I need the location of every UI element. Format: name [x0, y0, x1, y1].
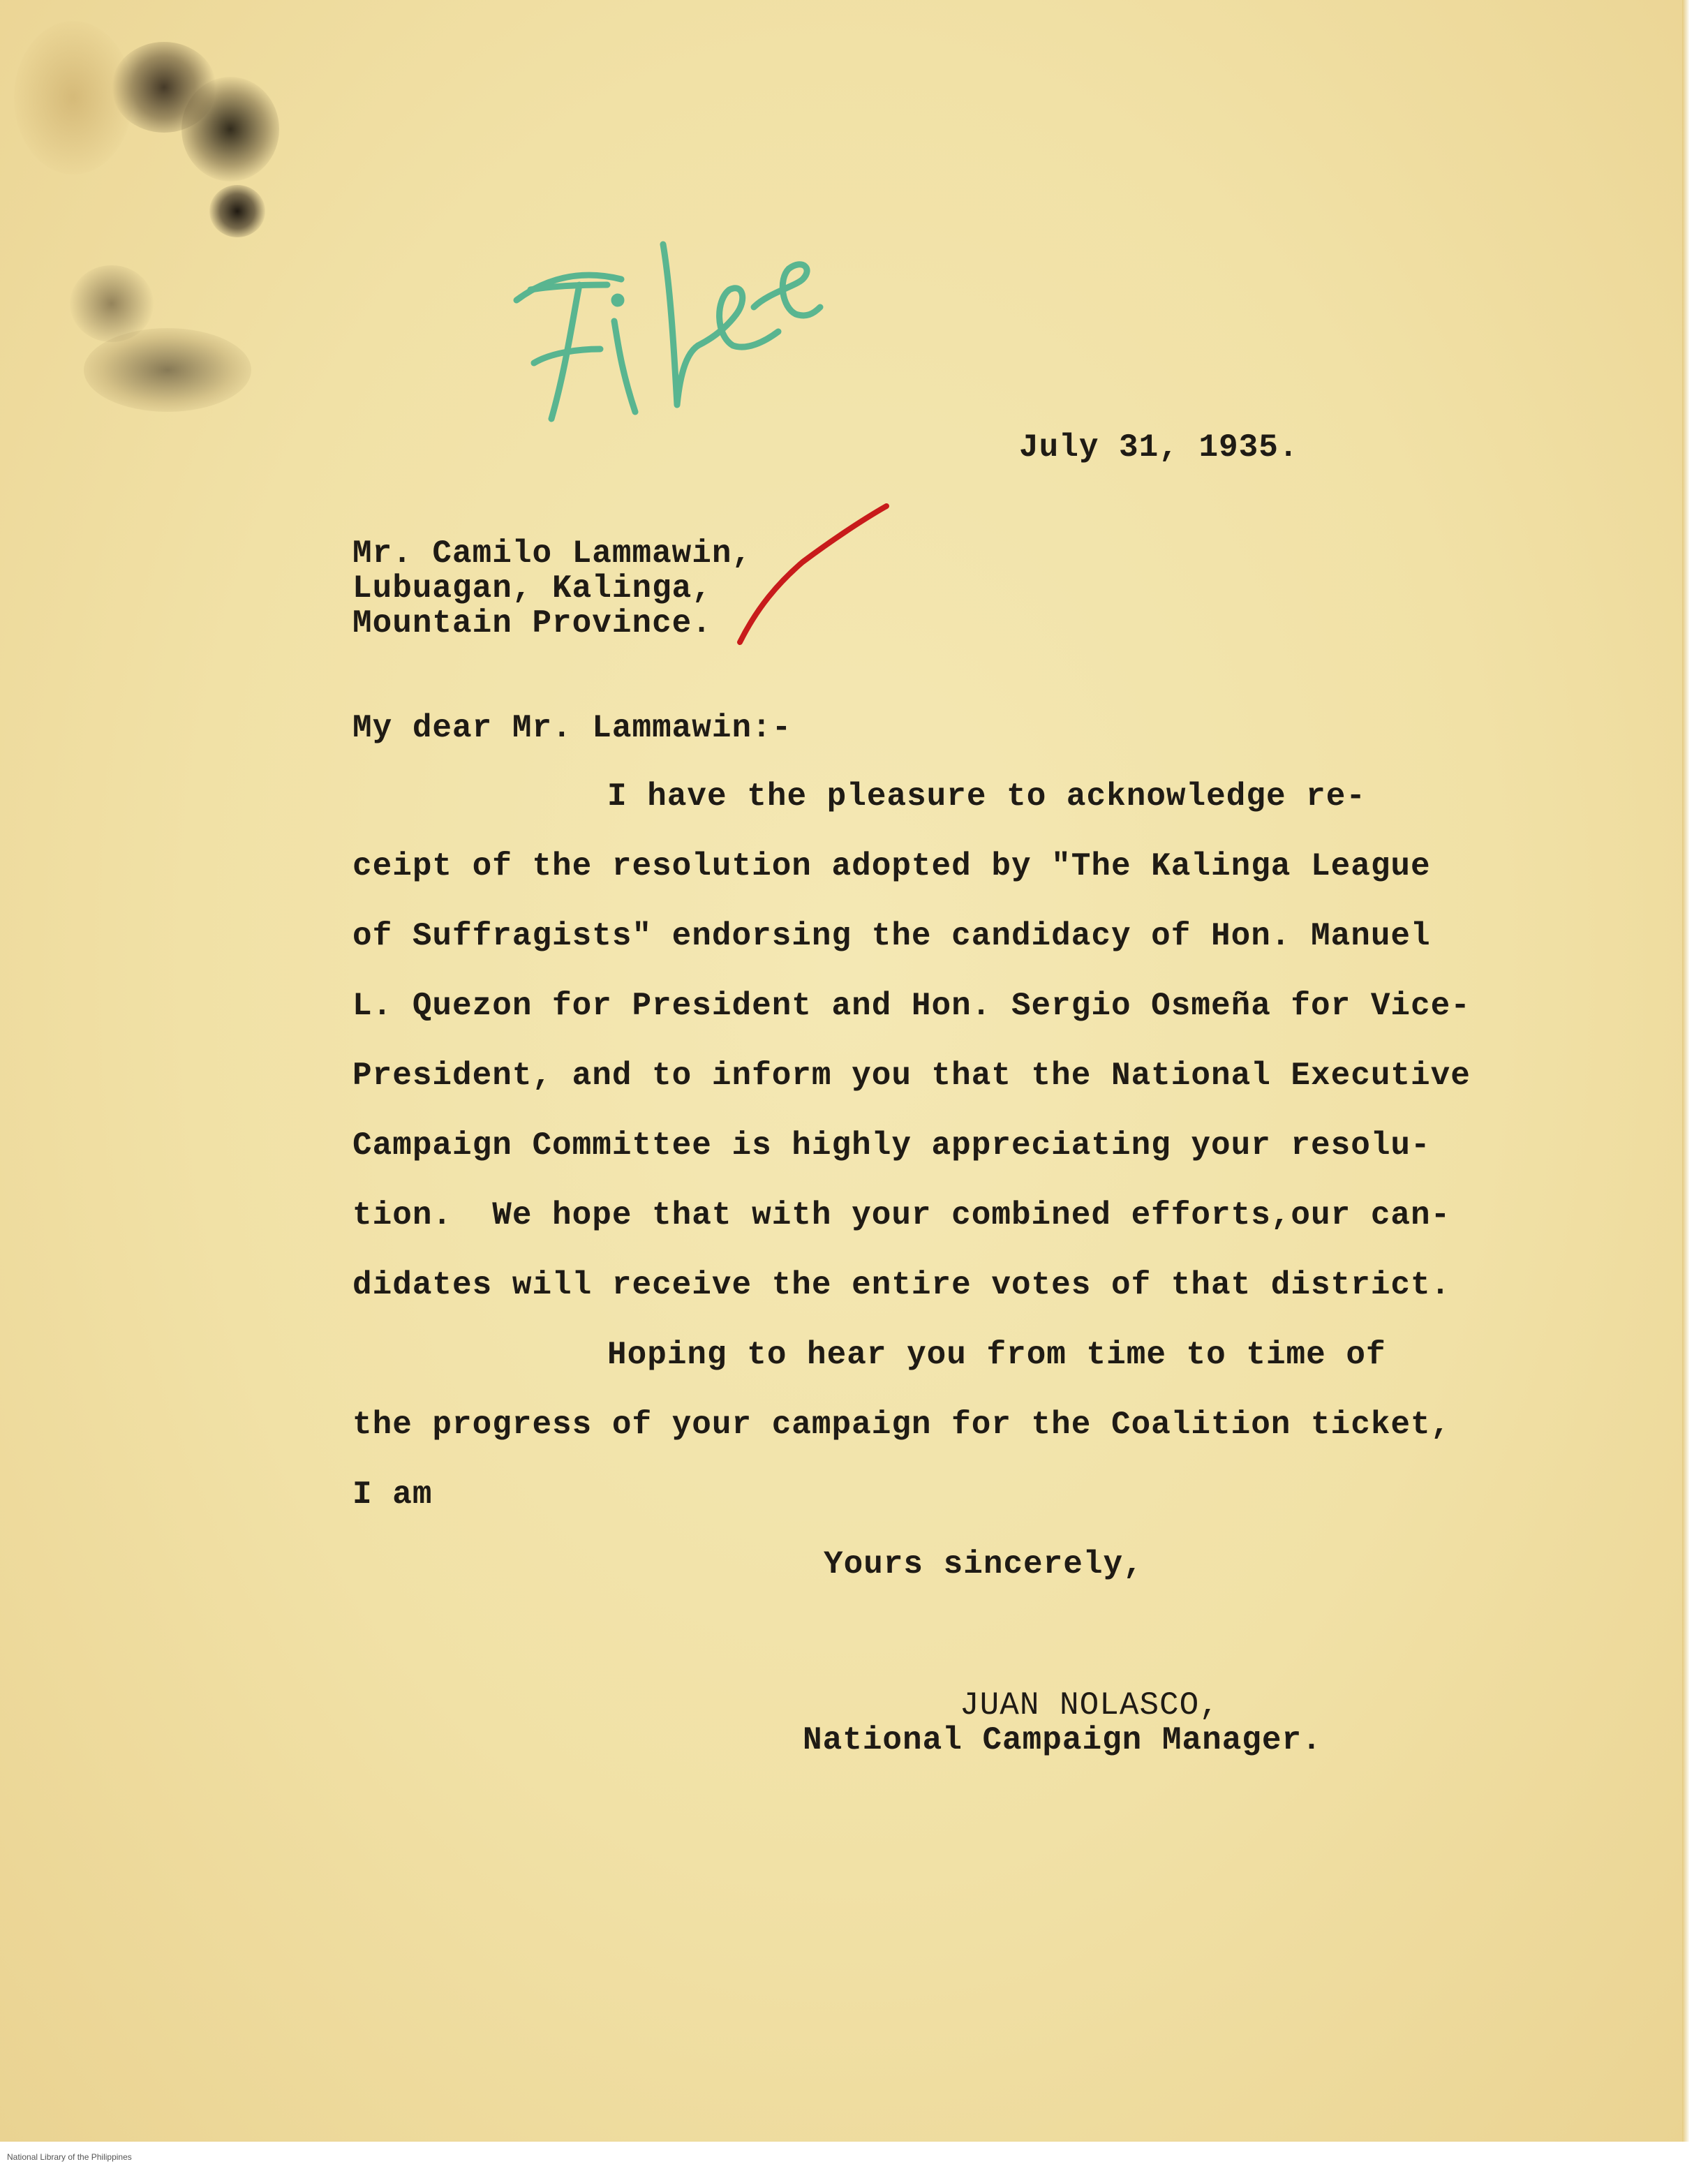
body-line: President, and to inform you that the National Executive [352, 1058, 1471, 1094]
body-line: Campaign Committee is highly appreciating your resolu- [352, 1127, 1431, 1164]
body-line: L. Quezon for President and Hon. Sergio Osmeña for Vice- [352, 988, 1471, 1024]
body-line: I am [352, 1476, 433, 1513]
recipient-address-line: Lubuagan, Kalinga, [352, 570, 712, 607]
letter-date: July 31, 1935. [1019, 429, 1299, 466]
body-line: tion. We hope that with your combined efforts,our can- [352, 1197, 1451, 1233]
body-line: the progress of your campaign for the Coalition ticket, [352, 1407, 1451, 1443]
closing: Yours sincerely, [824, 1546, 1143, 1583]
scan-footer-text: National Library of the Philippines [7, 2152, 132, 2162]
red-check-mark [726, 503, 893, 656]
signatory-name: JUAN NOLASCO, [960, 1687, 1219, 1724]
recipient-address-line: Mountain Province. [352, 605, 712, 642]
body-line: I have the pleasure to acknowledge re- [607, 778, 1366, 815]
recipient-name: Mr. Camilo Lammawin, [352, 535, 752, 572]
file-handwritten-mark [503, 202, 824, 433]
body-line: didates will receive the entire votes of that district. [352, 1267, 1451, 1303]
stain [84, 328, 251, 412]
body-line: Hoping to hear you from time to time of [607, 1337, 1386, 1373]
body-line: of Suffragists" endorsing the candidacy of Hon. Manuel [352, 918, 1431, 954]
signatory-title: National Campaign Manager. [803, 1722, 1322, 1758]
salutation: My dear Mr. Lammawin:- [352, 710, 792, 746]
stain [209, 185, 265, 237]
body-line: ceipt of the resolution adopted by "The Kalinga League [352, 848, 1431, 884]
paper-edge [1682, 0, 1689, 2142]
stain [181, 77, 279, 181]
scan-footer [0, 2150, 1708, 2164]
